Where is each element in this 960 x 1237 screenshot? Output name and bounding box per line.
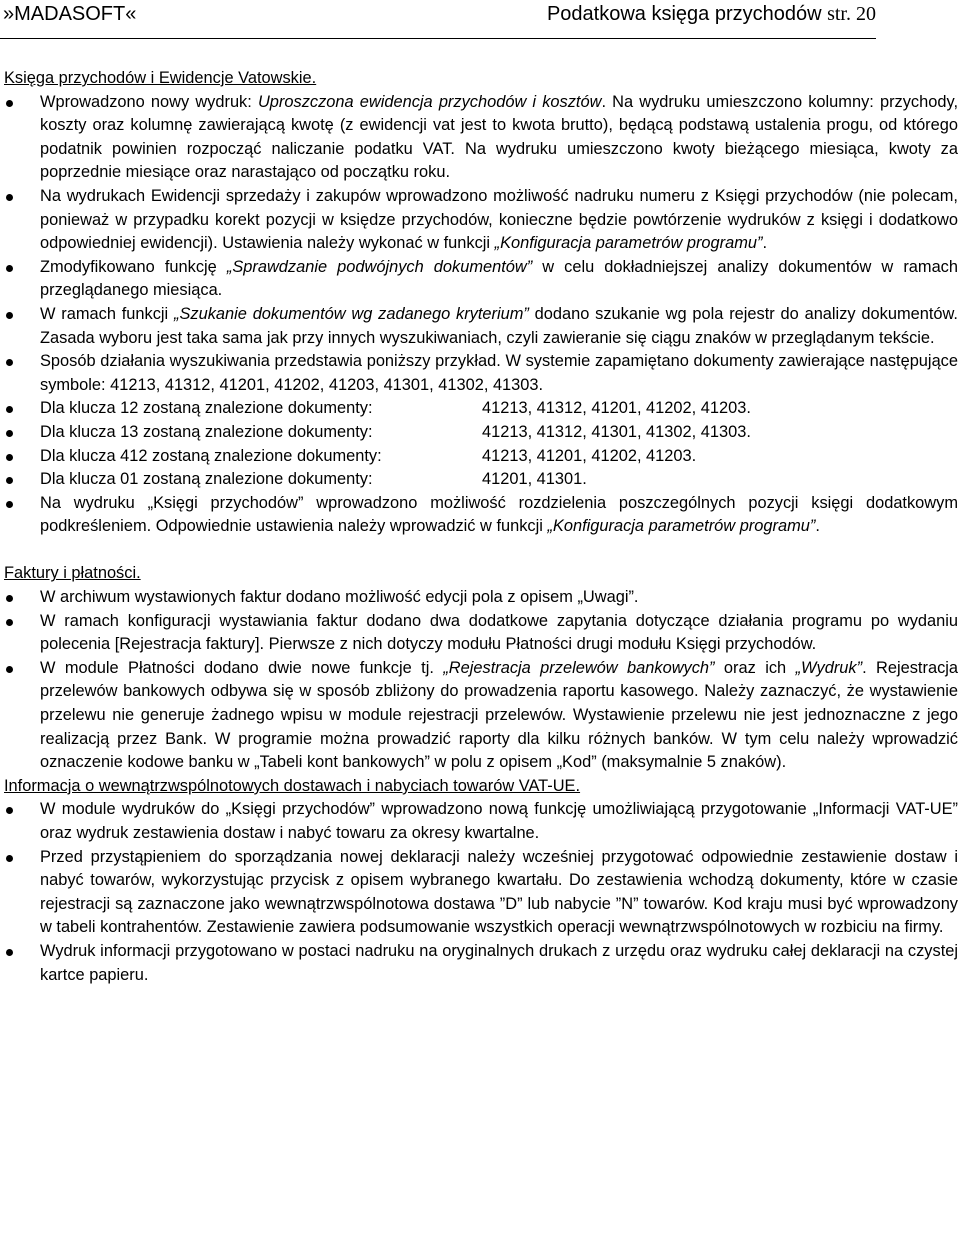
key-example-row [4,468,958,492]
document-body [4,67,958,987]
bullet-icon [6,595,13,602]
page-number: str. 20 [827,3,876,25]
item-emphasis: „Konfiguracja parametrów programu” [547,517,816,536]
item-text: Przed przystąpieniem do sporządzania nowej deklaracji należy wcześniej przygotować odpowiednie zestawienie dostaw i nabyć towarów, wykorzystując przycisk z opisem wybranego kwartału. Do zestawienia wchodzą dokumenty, które w czasie rejestracji są zaznaczone jako wewnątrzwspólnotowa dostawa ”D” lub nabycie ”N” towarów. Kod kraju musi być wprowadzony w tabeli kontrahentów. Zestawienie zawiera podsumowanie wszystkich operacji wewnątrzwspólnotowych w rozbiciu na firmy. [40,847,958,937]
item-text: W ramach funkcji [40,304,174,323]
section-spacer [4,539,958,563]
key-example-label: Dla klucza 13 zostaną znalezione dokumenty: [40,422,373,441]
bullet-icon [6,477,13,484]
bullet-icon [6,312,13,319]
item-text: . Na wydruku umieszczono kolumny: przychody, koszty oraz kolumnę zawierającą kwotę (z ewidencji vat jest to kwota brutto), będącą podstawą ustalenia progu, od którego podatnik powinien rozpocząć naliczanie podatku VAT. Na wydruku umieszczono kwoty bieżącego miesiąca, kwoty za poprzednie miesiące oraz narastająco od początku roku. [40,92,959,182]
list-item [4,586,958,610]
item-emphasis: „Szukanie dokumentów wg zadanego kryterium” [174,304,529,323]
key-example-row [4,445,958,469]
item-text: Wydruk informacji przygotowano w postaci nadruku na oryginalnych drukach z urzędu oraz wydruku całej deklaracji na czystej kartce papieru. [40,941,958,984]
bullet-icon [6,359,13,366]
bullet-icon [6,619,13,626]
list-item [4,846,958,940]
key-example-values: 41213, 41312, 41201, 41202, 41203. [482,399,751,418]
list-item [4,657,958,775]
item-text: Na wydrukach Ewidencji sprzedaży i zakupów wprowadzono możliwość nadruku numeru z Księgi przychodów (nie polecam, ponieważ w przypadku korekt pozycji w księdze przychodów, konieczne będzie powtórzenie wydruków z księgi i dodatkowo odpowiedniej ewidencji). Ustawienia należy wykonać w funkcji [40,186,958,253]
key-example-label: Dla klucza 12 zostaną znalezione dokumenty: [40,399,373,418]
key-example-values: 41201, 41301. [482,470,587,489]
item-text: W module Płatności dodano dwie nowe funkcje tj. [40,658,444,677]
list-item [4,492,958,539]
bullet-icon [6,100,13,107]
item-emphasis: Uproszczona ewidencja przychodów i kosztów [257,92,602,111]
key-example-values: 41213, 41312, 41301, 41302, 41303. [482,422,751,441]
item-text: W archiwum wystawionych faktur dodano możliwość edycji pola z opisem „Uwagi”. [40,588,639,607]
list-item [4,91,958,185]
bullet-icon [6,406,13,413]
key-example-label: Dla klucza 412 zostaną znalezione dokumenty: [40,446,382,465]
item-emphasis: „Rejestracja przelewów bankowych” [443,658,715,677]
list-item [4,256,958,303]
item-emphasis: „Konfiguracja parametrów programu” [494,234,763,253]
list-item [4,185,958,256]
item-text: Na wydruku „Księgi przychodów” wprowadzono możliwość rozdzielenia poszczególnych pozycji księgi dodatkowym podkreśleniem. Odpowiednie ustawienia należy wprowadzić w funkcji [40,493,958,536]
item-text: . [815,517,820,536]
item-text: Wprowadzono nowy wydruk: [40,92,258,111]
key-example-values: 41213, 41201, 41202, 41203. [482,446,697,465]
page-header [0,0,876,39]
item-text: W ramach konfiguracji wystawiania faktur dodano dwa dodatkowe zapytania dotyczące działania programu po wydaniu polecenia [Rejestracja faktury]. Pierwsze z nich dotyczy modułu Płatności drugi modułu Księgi przychodów. [40,611,958,654]
item-text: . [762,234,768,253]
item-text: oraz ich [714,658,796,677]
bullet-icon [6,666,13,673]
item-text: . Rejestracja przelewów bankowych odbywa się w sposób zbliżony do prowadzenia raportu kasowego. Należy zaznaczyć, że wystawienie przelewu nie generuje żadnego wpisu w module rejestracji przelewów. Wystawienie przelewu nie jest jednoznaczne z jego realizacją przez Bank. W programie można prowadzić raporty dla kilku różnych banków. W tym celu należy wprowadzić oznaczenie kodowe banku w „Tabeli kont bankowych” w polu z opisem „Kod” (maksymalnie 5 znaków). [40,658,959,772]
item-text: Sposób działania wyszukiwania przedstawia poniższy przykład. W systemie zapamiętano dokumenty zawierające następujące symbole: 41213, 41312, 41201, 41202, 41203, 41301, 41302, 41303. [40,352,958,394]
list-item [4,350,958,397]
bullet-icon [6,194,13,201]
item-text: dodano szukanie wg pola rejestr do analizy dokumentów. Zasada wyboru jest taka sama jak przy innych wyszukiwaniach, czyli zawieranie się ciągu znaków w przeglądanym tekście. [40,304,958,347]
bullet-icon [6,855,13,862]
bullet-icon [6,501,13,508]
header-brand: »MADASOFT« [3,3,137,25]
bullet-icon [6,430,13,437]
section-title-vatue: Informacja o wewnątrzwspólnotowych dostawach i nabyciach towarów VAT-UE. [4,776,581,795]
bullet-icon [6,807,13,814]
bullet-list-ksiega [4,91,958,539]
list-item [4,798,958,845]
key-example-row [4,421,958,445]
bullet-list-faktury [4,586,958,775]
list-item [4,610,958,657]
bullet-icon [6,454,13,461]
item-text: Zmodyfikowano funkcję [40,257,227,276]
list-item [4,940,958,987]
item-text: w celu dokładniejszej analizy dokumentów w ramach przeglądanego miesiąca. [40,257,958,300]
key-example-row [4,397,958,421]
key-example-label: Dla klucza 01 zostaną znalezione dokumenty: [40,470,373,489]
bullet-icon [6,265,13,272]
item-emphasis: „Wydruk” [795,658,863,677]
bullet-list-vatue [4,798,958,987]
section-title-faktury: Faktury i płatności. [4,564,141,583]
header-title: Podatkowa księga przychodów [546,3,828,25]
list-item [4,303,958,350]
item-text: W module wydruków do „Księgi przychodów” wprowadzono nową funkcję umożliwiającą przygotowanie „Informacji VAT-UE” oraz wydruk zestawienia dostaw i nabyć towaru za okresy kwartalne. [40,800,958,842]
bullet-icon [6,949,13,956]
item-emphasis: „Sprawdzanie podwójnych dokumentów” [226,257,533,276]
header-title-wrap [547,3,876,26]
section-title-ksiega: Księga przychodów i Ewidencje Vatowskie. [4,69,317,87]
